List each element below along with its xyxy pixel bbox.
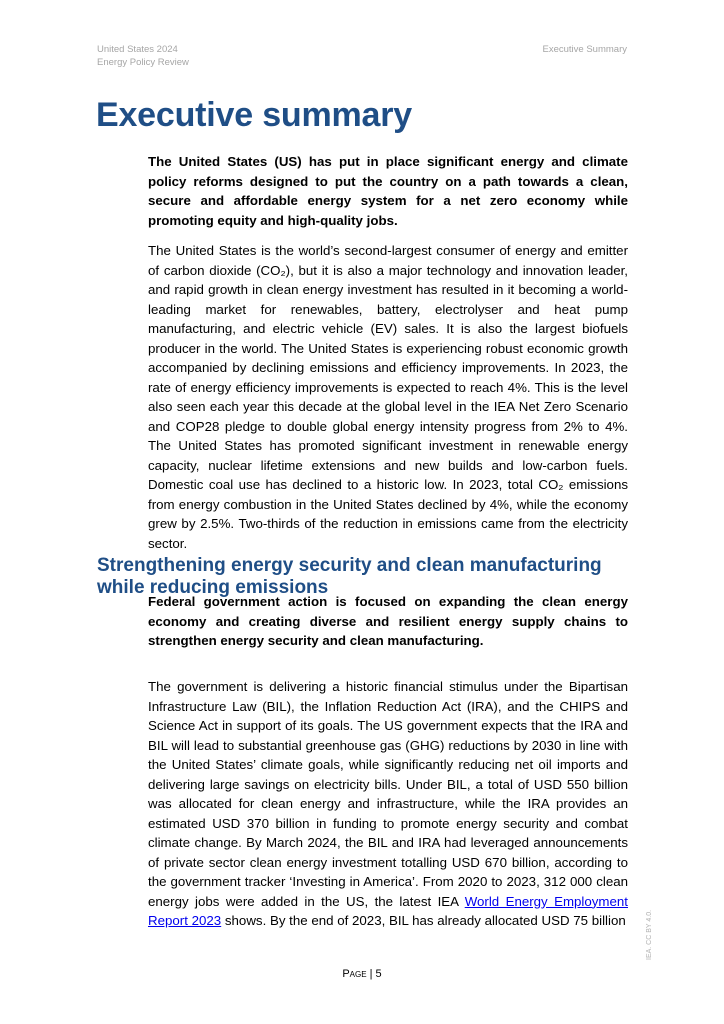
page-number: 5 (375, 968, 382, 980)
report-year: United States 2024 (97, 44, 178, 55)
report-name: Energy Policy Review (97, 57, 189, 68)
license-notice: IEA. CC BY 4.0. (646, 909, 653, 960)
section2-body-paragraph (148, 677, 628, 931)
section2-heading: Strengthening energy security and clean manufacturing while reducing emissions (97, 555, 602, 598)
section1-lead-paragraph: The United States (US) has put in place significant energy and climate policy reforms designed to put the country on a path towards a clean, secure and affordable energy system for a net zero economy while promoting equity and high-quality jobs. (148, 154, 628, 228)
running-header-left (97, 43, 189, 69)
page-title: Executive summary (96, 96, 412, 134)
body-text: shows. By the end of 2023, BIL has already allocated USD 75 billion (221, 913, 626, 928)
weer-2023-link[interactable]: World Energy Employment Report 2023 (148, 893, 628, 928)
section2-lead-paragraph: Federal government action is focused on expanding the clean energy economy and creating diverse and resilient energy supply chains to strengthen energy security and clean manufacturing. (148, 594, 628, 648)
page-separator: | (366, 968, 376, 980)
page-label: Page (342, 968, 367, 980)
page-footer (0, 968, 724, 980)
running-header-right: Executive Summary (542, 44, 627, 55)
section1-body-paragraph: The United States is the world’s second-largest consumer of energy and emitter of carbon dioxide (CO₂), but it is also a major technology and innovation leader, and rapid growth in clean energy investment has resulted in it becoming a world-leading market for renewables, battery, electrolyser and heat pump manufacturing, and electric vehicle (EV) sales. It is also the largest biofuels producer in the world. The United States is experiencing robust economic growth accompanied by declining emissions and efficiency improvements. In 2023, the rate of energy efficiency improvements is expected to reach 4%. This is the level also seen each year this decade at the global level in the IEA Net Zero Scenario and COP28 pledge to double global energy intensity progress from 2% to 4%. The United States has promoted significant investment in renewable energy capacity, nuclear lifetime extensions and new builds and low-carbon fuels. Domestic coal use has declined to a historic low. In 2023, total CO₂ emissions from energy combustion in the United States declined by 4%, while the economy grew by 2.5%. Two-thirds of the reduction in emissions came from the electricity sector. (148, 243, 628, 551)
body-text: The government is delivering a historic financial stimulus under the Bipartisan Infrastructure Law (BIL), the Inflation Reduction Act (IRA), and the CHIPS and Science Act in support of its goals. The US government expects that the IRA and BIL will lead to substantial greenhouse gas (GHG) reductions by 2030 in line with the United States’ climate goals, while significantly reducing net oil imports and delivering large savings on electricity bills. Under BIL, a total of USD 550 billion was allocated for clean energy and infrastructure, while the IRA provides an estimated USD 370 billion in funding to promote energy security and combat climate change. By March 2024, the BIL and IRA had leveraged announcements of private sector clean energy investment totalling USD 670 billion, according to the government tracker ‘Investing in America’. From 2020 to 2023, 312 000 clean energy jobs were added in the US, the latest IEA (148, 679, 628, 909)
